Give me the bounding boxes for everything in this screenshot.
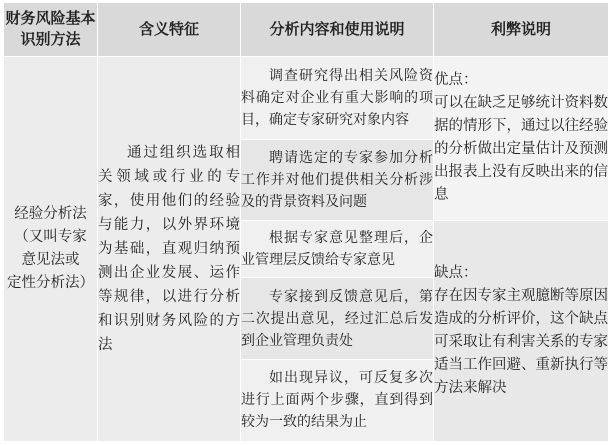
- risk-identification-table: [3, 2, 609, 442]
- table-row: [4, 56, 609, 139]
- header-analysis: 分析内容和使用说明: [241, 3, 434, 57]
- method-name-cell: 经验分析法 （又叫专家 意见法或 定性分析法）: [4, 56, 98, 441]
- analysis-step-1: 调查研究得出相关风险资料确定对企业有重大影响的项目，确定专家研究对象内容: [241, 56, 434, 139]
- cons-cell: 缺点： 存在因专家主观臆断等原因造成的分析评价，这个缺点可采取让有利害关系的专家适当工作回避、重新执行等方法来解决: [434, 220, 609, 441]
- header-pros-cons: 利弊说明: [434, 3, 609, 57]
- header-meaning: 含义特征: [98, 3, 241, 57]
- analysis-step-4: 专家接到反馈意见后，第二次提出意见，经过汇总后发到企业管理负责处: [241, 278, 434, 360]
- analysis-step-3: 根据专家意见整理后，企业管理层反馈给专家意见: [241, 220, 434, 277]
- analysis-step-5: 如出现异议，可反复多次进行上面两个步骤，直到得到较为一致的结果为止: [241, 359, 434, 441]
- analysis-step-2: 聘请选定的专家参加分析工作并对他们提供相关分析涉及的背景资料及问题: [241, 139, 434, 220]
- meaning-cell: 通过组织选取相关领域或行业的专家，使用他们的经验与能力，以外界环境为基础，直观归纳预测出企业发展、运作等规律，以进行分析和识别财务风险的方法: [98, 56, 241, 441]
- header-method: 财务风险基本 识别方法: [4, 3, 98, 57]
- header-row: [4, 3, 609, 57]
- pros-cell: 优点： 可以在缺乏足够统计资料数据的情形下，通过以往经验的分析做出定量估计及预测出报表上没有反映出来的信息: [434, 56, 609, 220]
